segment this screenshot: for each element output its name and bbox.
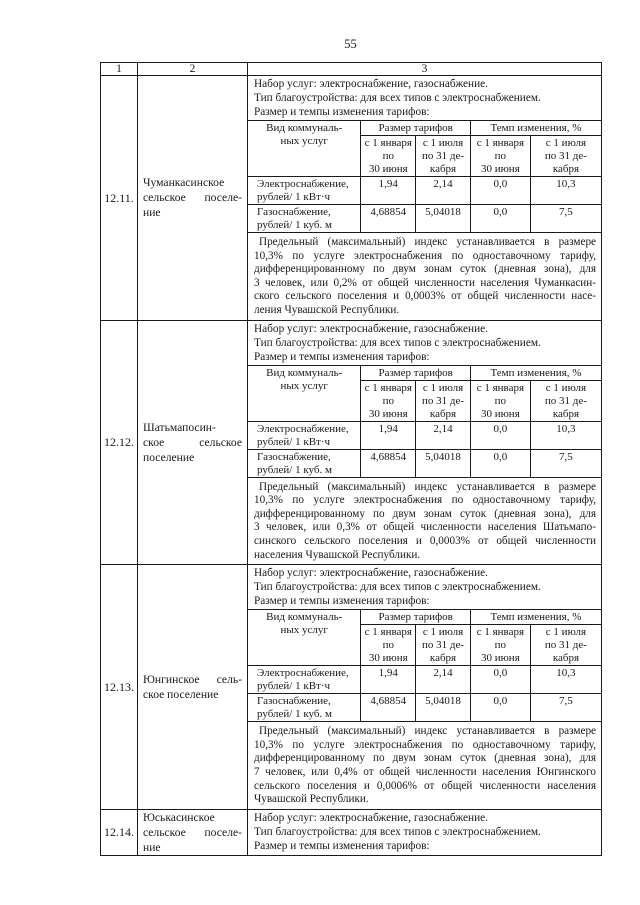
settlement-name (138, 320, 248, 565)
rate-first-half-year: 0,0 (470, 177, 530, 205)
rate-first-half-year: 0,0 (470, 666, 530, 694)
service-type-header (248, 610, 361, 666)
intro-line: Размер и темпы изменения тарифов: (254, 595, 430, 608)
tariff-description (248, 565, 602, 810)
limit-index-note-line: 7 человек, или 0,4% от общей численности населения Юнгинского (254, 765, 596, 778)
tariff-row (248, 421, 601, 449)
settlement-name-line: Юнгинское сель- (143, 672, 242, 686)
limit-index-note-line: 3 человек, или 0,3% от общей численности населения Шатьмапо- (254, 521, 596, 534)
limit-index-note-line: дифференцированному по двум зонам суток (дневная зона), для (254, 263, 596, 276)
period-header (361, 625, 416, 666)
settlement-name-line: Чуманкасинское (143, 176, 225, 190)
tariff-size-header: Размер тарифов (361, 121, 470, 136)
tariff-first-half-year: 1,94 (361, 177, 416, 205)
period-header-line: кабря (552, 163, 580, 175)
row-number: 12.13. (101, 565, 138, 810)
settlement-row (101, 320, 602, 565)
period-header-line: с 1 января (476, 137, 525, 149)
settlement-name-line: Юськасинское (143, 810, 215, 824)
intro-line: Набор услуг: электроснабжение, газоснабжение. (254, 78, 488, 90)
settlement-name-line: ние (143, 206, 161, 220)
intro-line: Размер и темпы изменения тарифов: (254, 839, 430, 852)
period-header-line: 30 июня (480, 652, 520, 665)
period-header-line: с 1 января (476, 626, 525, 639)
column-number-1: 1 (101, 63, 138, 76)
tariff-header-row (248, 610, 601, 625)
service-name-line: Газоснабжение, (257, 450, 331, 463)
period-header-line: с 1 июля (545, 626, 587, 639)
rate-change-header: Темп изменения, % (470, 121, 601, 136)
period-header-line: 30 июня (480, 407, 520, 420)
tariff-row (248, 449, 601, 477)
period-header-line: кабря (429, 407, 457, 420)
service-name-line: рублей/ 1 кВт·ч (257, 435, 331, 448)
period-header-line: по 31 де- (544, 639, 587, 652)
limit-index-note-line: ления Чувашской Республики. (254, 303, 400, 316)
tariff-row (248, 177, 601, 205)
period-header-line: по 31 де- (421, 394, 465, 407)
service-name-line: рублей/ 1 куб. м (257, 708, 332, 721)
period-header-line: 30 июня (368, 652, 408, 665)
period-header-line: по (494, 394, 507, 407)
settlement-name-line: ние (143, 840, 161, 854)
limit-index-note-line: 10,3% по услуге электроснабжения по одноставочному тарифу, (254, 249, 596, 262)
settlement-name-line: ское сельское (143, 435, 242, 449)
tariff-description (248, 320, 602, 565)
settlement-name-line: сельское поселе- (143, 825, 242, 839)
service-name-line: Электроснабжение, (257, 667, 349, 680)
service-name-line: Газоснабжение, (257, 695, 331, 708)
period-header (416, 136, 471, 177)
service-name (248, 449, 361, 477)
service-name (248, 694, 361, 722)
limit-index-note-line: Предельный (максимальный) индекс устанавливается в размере (259, 236, 596, 248)
period-header-line: с 1 января (476, 381, 525, 394)
settlement-name-line: поселение (143, 450, 195, 464)
period-header-line: кабря (429, 652, 457, 665)
limit-index-note (248, 233, 601, 320)
period-header (470, 380, 530, 421)
tariff-header-row (248, 121, 601, 136)
limit-index-note-line: населения Чувашской Республики. (254, 548, 421, 561)
row-number: 12.12. (101, 320, 138, 565)
rate-second-half-year: 7,5 (530, 694, 601, 722)
intro-line: Набор услуг: электроснабжение, газоснабжение. (254, 322, 488, 335)
period-header-line: кабря (552, 652, 580, 665)
service-name-line: Электроснабжение, (257, 422, 349, 435)
tariff-second-half-year: 2,14 (416, 177, 471, 205)
settlement-name-line: Шатьмапосин- (143, 420, 216, 434)
period-header-line: с 1 января (364, 626, 412, 639)
tariff-second-half-year: 5,04018 (416, 694, 471, 722)
limit-index-note-line: Чувашской Республики. (254, 793, 369, 806)
service-name-line: рублей/ 1 куб. м (257, 463, 332, 476)
rate-second-half-year: 10,3 (530, 177, 601, 205)
period-header (530, 380, 601, 421)
settlement-name (138, 76, 248, 321)
intro-line: Тип благоустройства: для всех типов с электроснабжением. (254, 336, 541, 349)
tariff-table (248, 365, 601, 478)
service-name (248, 666, 361, 694)
tariff-description (248, 76, 602, 321)
tariff-row (248, 694, 601, 722)
period-header-line: по 31 де- (544, 150, 587, 162)
tariff-document-table (100, 62, 602, 856)
period-header-line: 30 июня (368, 407, 408, 420)
period-header (530, 136, 601, 177)
column-number-2: 2 (138, 63, 248, 76)
period-header-line: с 1 января (364, 137, 412, 149)
period-header (361, 136, 416, 177)
service-name-line: рублей/ 1 куб. м (257, 219, 332, 231)
tariff-size-header: Размер тарифов (361, 365, 470, 380)
intro-line: Тип благоустройства: для всех типов с электроснабжением. (254, 581, 541, 594)
period-header-line: по 31 де- (544, 394, 587, 407)
service-type-header-line: ных услуг (280, 624, 328, 637)
tariff-document-body (101, 63, 602, 856)
rate-second-half-year: 10,3 (530, 421, 601, 449)
limit-index-note-line: 10,3% по услуге электроснабжения по одноставочному тарифу, (254, 494, 596, 507)
service-name (248, 177, 361, 205)
intro-text (248, 321, 601, 365)
service-name-line: Газоснабжение, (257, 206, 331, 218)
service-type-header (248, 121, 361, 177)
limit-index-note-line: 10,3% по услуге электроснабжения по одноставочному тарифу, (254, 738, 596, 751)
period-header-line: кабря (552, 407, 580, 420)
limit-index-note-line: синского сельского поселения и 0,0003% от общей численности (254, 534, 596, 547)
rate-first-half-year: 0,0 (470, 421, 530, 449)
intro-line: Размер и темпы изменения тарифов: (254, 106, 430, 118)
intro-line: Тип благоустройства: для всех типов с электроснабжением. (254, 825, 541, 838)
settlement-row (101, 565, 602, 810)
intro-line: Тип благоустройства: для всех типов с электроснабжением. (254, 92, 541, 104)
rate-first-half-year: 0,0 (470, 205, 530, 233)
settlement-row (101, 809, 602, 855)
row-number: 12.11. (101, 76, 138, 321)
rate-second-half-year: 10,3 (530, 666, 601, 694)
service-name-line: рублей/ 1 кВт·ч (257, 680, 331, 693)
page-number: 55 (344, 37, 357, 51)
service-name-line: рублей/ 1 кВт·ч (257, 191, 331, 203)
settlement-name-line: ское поселение (143, 687, 219, 701)
period-header-line: по 31 де- (421, 150, 465, 162)
intro-text (248, 810, 601, 854)
limit-index-note-line: Предельный (максимальный) индекс устанавливается в размере (259, 480, 596, 493)
tariff-table (248, 120, 601, 233)
period-header-line: с 1 июля (422, 381, 464, 394)
rate-change-header: Темп изменения, % (470, 610, 601, 625)
column-number-row (101, 63, 602, 76)
tariff-description (248, 809, 602, 855)
intro-line: Размер и темпы изменения тарифов: (254, 350, 430, 363)
settlement-row (101, 76, 602, 321)
tariff-table (248, 609, 601, 722)
tariff-first-half-year: 1,94 (361, 421, 416, 449)
period-header-line: с 1 июля (545, 381, 587, 394)
period-header (530, 625, 601, 666)
period-header-line: по 31 де- (421, 639, 465, 652)
rate-second-half-year: 7,5 (530, 449, 601, 477)
tariff-first-half-year: 4,68854 (361, 205, 416, 233)
intro-line: Набор услуг: электроснабжение, газоснабжение. (254, 567, 488, 580)
intro-line: Набор услуг: электроснабжение, газоснабжение. (254, 811, 488, 824)
tariff-first-half-year: 1,94 (361, 666, 416, 694)
period-header-line: с 1 июля (422, 626, 464, 639)
limit-index-note (248, 722, 601, 809)
rate-first-half-year: 0,0 (470, 449, 530, 477)
limit-index-note-line: ского сельского поселения и 0,0003% от общей численности насе- (254, 290, 596, 303)
limit-index-note-line: Предельный (максимальный) индекс устанавливается в размере (259, 725, 596, 738)
period-header-line: кабря (429, 163, 457, 175)
settlement-name (138, 809, 248, 855)
period-header-line: по (494, 639, 507, 652)
period-header-line: с 1 июля (545, 137, 587, 149)
service-name-line: Электроснабжение, (257, 178, 349, 190)
service-name (248, 205, 361, 233)
tariff-size-header: Размер тарифов (361, 610, 470, 625)
service-type-header-line: ных услуг (280, 135, 328, 147)
period-header (361, 380, 416, 421)
tariff-first-half-year: 4,68854 (361, 694, 416, 722)
tariff-row (248, 205, 601, 233)
settlement-name (138, 565, 248, 810)
tariff-row (248, 666, 601, 694)
period-header-line: по (382, 639, 394, 652)
intro-text (248, 76, 601, 120)
column-number-3: 3 (248, 63, 602, 76)
service-type-header-line: Вид коммуналь- (266, 611, 343, 624)
service-name (248, 421, 361, 449)
limit-index-note-line: дифференцированному по двум зонам суток (дневная зона), для (254, 507, 596, 520)
period-header-line: 30 июня (480, 163, 520, 175)
tariff-second-half-year: 2,14 (416, 421, 471, 449)
rate-second-half-year: 7,5 (530, 205, 601, 233)
service-type-header (248, 365, 361, 421)
settlement-name-line: сельское поселе- (143, 191, 242, 205)
period-header-line: по (382, 394, 394, 407)
period-header (470, 625, 530, 666)
rate-first-half-year: 0,0 (470, 694, 530, 722)
period-header (416, 625, 471, 666)
period-header (470, 136, 530, 177)
limit-index-note-line: 3 человек, или 0,2% от общей численности населения Чуманкасин- (254, 276, 596, 289)
period-header-line: с 1 июля (422, 137, 464, 149)
row-number: 12.14. (101, 809, 138, 855)
period-header (416, 380, 471, 421)
tariff-second-half-year: 2,14 (416, 666, 471, 694)
service-type-header-line: ных услуг (280, 379, 328, 392)
period-header-line: с 1 января (364, 381, 412, 394)
tariff-second-half-year: 5,04018 (416, 205, 471, 233)
rate-change-header: Темп изменения, % (470, 365, 601, 380)
period-header-line: по (382, 150, 394, 162)
period-header-line: по (494, 150, 507, 162)
service-type-header-line: Вид коммуналь- (266, 122, 343, 134)
limit-index-note-line: дифференцированному по двум зонам суток (дневная зона), для (254, 752, 596, 765)
period-header-line: 30 июня (368, 163, 408, 175)
limit-index-note (248, 478, 601, 565)
tariff-second-half-year: 5,04018 (416, 449, 471, 477)
tariff-header-row (248, 365, 601, 380)
intro-text (248, 565, 601, 609)
service-type-header-line: Вид коммуналь- (266, 366, 343, 379)
tariff-first-half-year: 4,68854 (361, 449, 416, 477)
limit-index-note-line: сельского поселения и 0,0006% от общей численности населения (254, 779, 596, 792)
